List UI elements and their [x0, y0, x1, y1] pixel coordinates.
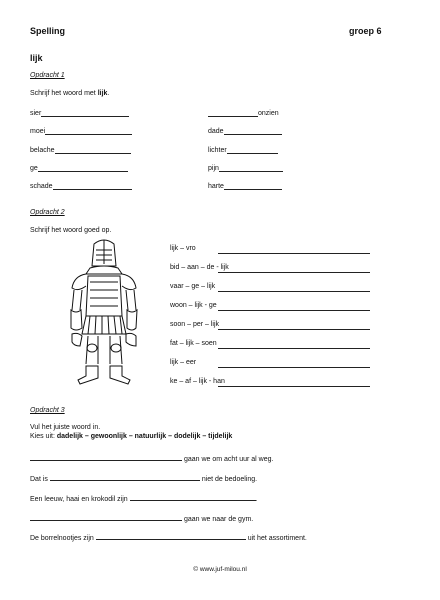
opdracht-1-left-item[interactable]	[30, 164, 128, 172]
worksheet-title: Spelling	[30, 26, 66, 36]
scrambled-word: vaar – ge – lijk	[170, 283, 216, 290]
word-stem: sier	[30, 110, 42, 117]
fill-in-sentence[interactable]	[30, 453, 273, 463]
answer-line[interactable]	[30, 513, 182, 521]
answer-line[interactable]	[218, 265, 370, 273]
answer-line[interactable]	[208, 109, 258, 117]
answer-line[interactable]	[50, 473, 200, 481]
topic-label: lijk	[30, 53, 43, 63]
scrambled-word: fat – lijk – soen	[170, 340, 217, 347]
sentence-after: niet de bedoeling.	[201, 476, 258, 483]
sentence-after: uit het assortiment.	[247, 535, 307, 542]
answer-line[interactable]	[224, 182, 282, 190]
sentence-before: De borrelnootjes zijn	[30, 535, 94, 542]
opdracht-1-instruction	[30, 90, 109, 97]
opdracht-3-title: Opdracht 3	[30, 407, 65, 414]
answer-line[interactable]	[38, 164, 128, 172]
answer-line[interactable]	[53, 182, 132, 190]
fill-in-sentence[interactable]	[30, 513, 253, 523]
answer-line[interactable]	[218, 341, 370, 349]
scrambled-word: ke – af – lijk - han	[170, 378, 225, 385]
word-stem: dade	[208, 128, 224, 135]
word-stem: moei	[30, 128, 46, 135]
opdracht-1-right-item[interactable]	[208, 127, 282, 135]
answer-line[interactable]	[55, 146, 131, 154]
scrambled-word: woon – lijk - ge	[170, 302, 217, 309]
opdracht-1-left-item[interactable]	[30, 146, 131, 154]
fill-in-sentence[interactable]	[30, 532, 307, 542]
answer-line[interactable]	[218, 322, 370, 330]
opdracht-2-title: Opdracht 2	[30, 209, 65, 216]
opdracht-3-choices	[30, 433, 232, 440]
word-stem: pijn	[208, 165, 219, 172]
answer-line[interactable]	[218, 303, 370, 311]
choices-list: dadelijk – gewoonlijk – natuurlijk – dodelijk – tijdelijk	[56, 433, 233, 440]
word-stem: ge	[30, 165, 38, 172]
scrambled-word: bid – aan – de - lijk	[170, 264, 229, 271]
fill-in-sentence[interactable]	[30, 473, 257, 483]
scrambled-word: lijk – vro	[170, 245, 196, 252]
answer-line[interactable]	[45, 127, 132, 135]
instruction-suffix: .	[107, 90, 110, 97]
scrambled-word: soon – per – lijk	[170, 321, 220, 328]
opdracht-1-right-item[interactable]	[208, 146, 278, 154]
knight-armor-illustration	[60, 238, 148, 390]
answer-line[interactable]	[30, 453, 182, 461]
opdracht-1-right-item[interactable]	[208, 182, 282, 190]
word-stem: lichter	[208, 147, 227, 154]
answer-line[interactable]	[219, 164, 283, 172]
answer-line[interactable]	[96, 532, 246, 540]
answer-line[interactable]	[218, 284, 370, 292]
answer-line[interactable]	[218, 360, 370, 368]
sentence-before: Een leeuw, haai en krokodil zijn	[30, 496, 128, 503]
grade-label: groep 6	[349, 26, 382, 36]
opdracht-2-instruction: Schrijf het woord goed op.	[30, 227, 112, 234]
instruction-word: lijk	[97, 90, 108, 97]
opdracht-1-title: Opdracht 1	[30, 72, 65, 79]
answer-line[interactable]	[218, 379, 370, 387]
word-stem: harte	[208, 183, 224, 190]
scrambled-word: lijk – eer	[170, 359, 197, 366]
sentence-after: .	[255, 496, 258, 503]
fill-in-sentence[interactable]	[30, 493, 258, 503]
word-stem: onzien	[258, 110, 279, 117]
sentence-before: Dat is	[30, 476, 48, 483]
sentence-after: gaan we om acht uur al weg.	[183, 456, 274, 463]
opdracht-1-right-item[interactable]	[208, 109, 279, 117]
opdracht-1-left-item[interactable]	[30, 182, 132, 190]
opdracht-1-left-item[interactable]	[30, 127, 132, 135]
opdracht-1-left-item[interactable]	[30, 109, 129, 117]
choices-prefix: Kies uit:	[30, 433, 57, 440]
opdracht-3-instruction: Vul het juiste woord in.	[30, 424, 101, 431]
answer-line[interactable]	[227, 146, 278, 154]
word-stem: schade	[30, 183, 53, 190]
answer-line[interactable]	[218, 246, 370, 254]
copyright-footer: © www.juf-milou.nl	[193, 566, 247, 573]
sentence-after: gaan we naar de gym.	[183, 516, 254, 523]
answer-line[interactable]	[130, 493, 256, 501]
instruction-text: Schrijf het woord met	[30, 90, 98, 97]
answer-line[interactable]	[41, 109, 129, 117]
answer-line[interactable]	[224, 127, 282, 135]
word-stem: belache	[30, 147, 55, 154]
opdracht-1-right-item[interactable]	[208, 164, 283, 172]
